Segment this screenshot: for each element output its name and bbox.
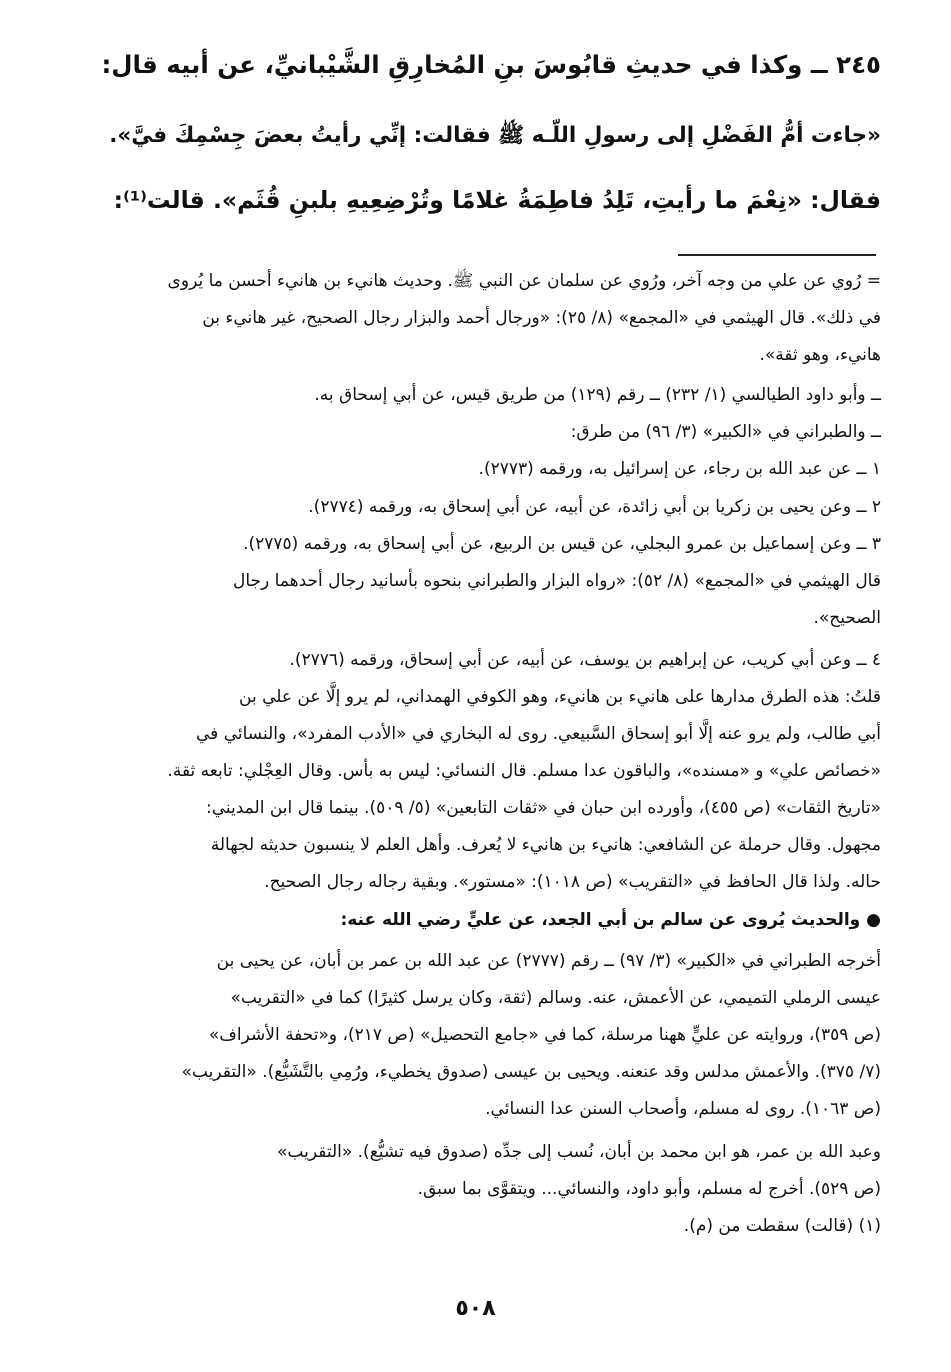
footnote-line-9: قال الهيثمي في «المجمع» (٨/ ٥٢): «رواه البزار والطبراني بنحوه بأسانيد رجال أحدهما رجال [233,571,881,591]
footnote-line-26: (١) (قالت) سقطت من (م). [683,1216,881,1236]
main-text-line-3: فقال: «نِعْمَ ما رأيتِ، تَلِدُ فاطِمَةُ غلامًا وتُرْضِعِيهِ بلبنِ قُثَم». قالت⁽¹⁾: [113,186,881,214]
footnote-line-21: (ص ٣٥٩)، وروايته عن عليٍّ ههنا مرسلة، كما في «جامع التحصيل» (ص ٢١٧)، و«تحفة الأشراف» [208,1025,881,1045]
footnote-line-19: أخرجه الطبراني في «الكبير» (٣/ ٩٧) ــ رقم (٢٧٧٧) عن عبد الله بن عمر بن أبان، عن يحيى بن [216,951,881,971]
footnote-line-3: هانيء، وهو ثقة». [759,345,881,365]
footnote-line-13: أبي طالب، ولم يرو عنه إلَّا أبو إسحاق السَّبيعي. روى له البخاري في «الأدب المفرد»، والنسائي في [196,724,881,744]
footnote-line-8: ٣ ــ وعن إسماعيل بن عمرو البجلي، عن قيس بن الربيع، عن أبي إسحاق به، ورقمه (٢٧٧٥). [243,534,881,554]
main-text-line-2: «جاءت أمُّ الفَضْلِ إلى رسولِ اللّـه ﷺ فقالت: إنِّي رأيتُ بعضَ جِسْمِكَ فيَّ». [109,123,881,148]
footnote-line-14: «خصائص علي» و «مسنده»، والباقون عدا مسلم. قال النسائي: ليس به بأس. وقال العِجْلي: تابعه ثقة. [167,761,881,781]
footnote-line-20: عيسى الرملي التميمي، عن الأعمش، عنه. وسالم (ثقة، وكان يرسل كثيرًا) كما في «التقريب» [230,988,881,1008]
footnote-line-5: ــ والطبراني في «الكبير» (٣/ ٩٦) من طرق: [570,422,881,442]
main-text-line-1: ٢٤٥ ــ وكذا في حديثِ قابُوسَ بنِ المُخارِقِ الشَّيْبانيِّ، عن أبيه قال: [101,50,881,79]
footnote-line-12: قلتُ: هذه الطرق مدارها على هانيء بن هانيء، وهو الكوفي الهمداني، لم يرو إلَّا عن علي بن [239,687,881,707]
footnote-line-24: وعبد الله بن عمر، هو ابن محمد بن أبان، نُسب إلى جدِّه (صدوق فيه تشيُّع). «التقريب» [277,1142,881,1162]
footnote-line-1: = رُوي عن علي من وجه آخر، ورُوي عن سلمان عن النبي ﷺ. وحديث هانيء بن هانيء أحسن ما يُروى [167,271,881,291]
footnote-line-25: (ص ٥٢٩). أخرج له مسلم، وأبو داود، والنسائي... ويتقوَّى بما سبق. [417,1179,881,1199]
footnote-line-22: (٧/ ٣٧٥). والأعمش مدلس وقد عنعنه. ويحيى بن عيسى (صدوق يخطيء، ورُمِي بالتَّشَيُّع). «التقريب» [181,1062,881,1082]
footnote-line-15: «تاريخ الثقات» (ص ٤٥٥)، وأورده ابن حبان في «ثقات التابعين» (٥/ ٥٠٩). بينما قال ابن المديني: [206,798,881,818]
footnote-line-10: الصحيح». [813,608,881,628]
footnote-separator [678,254,876,256]
footnote-line-18: ● والحديث يُروى عن سالم بن أبي الجعد، عن عليٍّ رضي الله عنه: [340,910,881,930]
footnote-line-4: ــ وأبو داود الطيالسي (١/ ٢٣٢) ــ رقم (١٢٩) من طريق قيس، عن أبي إسحاق به. [314,385,881,405]
footnote-line-23: (ص ١٠٦٣). روى له مسلم، وأصحاب السنن عدا النسائي. [485,1099,881,1119]
page-number: ٥٠٨ [455,1296,496,1321]
footnote-line-6: ١ ــ عن عبد الله بن رجاء، عن إسرائيل به، ورقمه (٢٧٧٣). [478,459,881,479]
footnote-line-11: ٤ ــ وعن أبي كريب، عن إبراهيم بن يوسف، عن أبيه، عن أبي إسحاق، ورقمه (٢٧٧٦). [289,650,881,670]
footnote-line-16: مجهول. وقال حرملة عن الشافعي: هانيء بن هانيء لا يُعرف. وأهل العلم لا ينسبون حديثه لجهالة [210,835,881,855]
footnote-line-17: حاله. ولذا قال الحافظ في «التقريب» (ص ١٠١٨): «مستور». وبقية رجاله رجال الصحيح. [264,872,881,892]
footnote-line-7: ٢ ــ وعن يحيى بن زكريا بن أبي زائدة، عن أبيه، عن أبي إسحاق به، ورقمه (٢٧٧٤). [308,497,881,517]
footnote-line-2: في ذلك». قال الهيثمي في «المجمع» (٨/ ٢٥): «ورجال أحمد والبزار رجال الصحيح، غير هانيء بن [202,308,881,328]
